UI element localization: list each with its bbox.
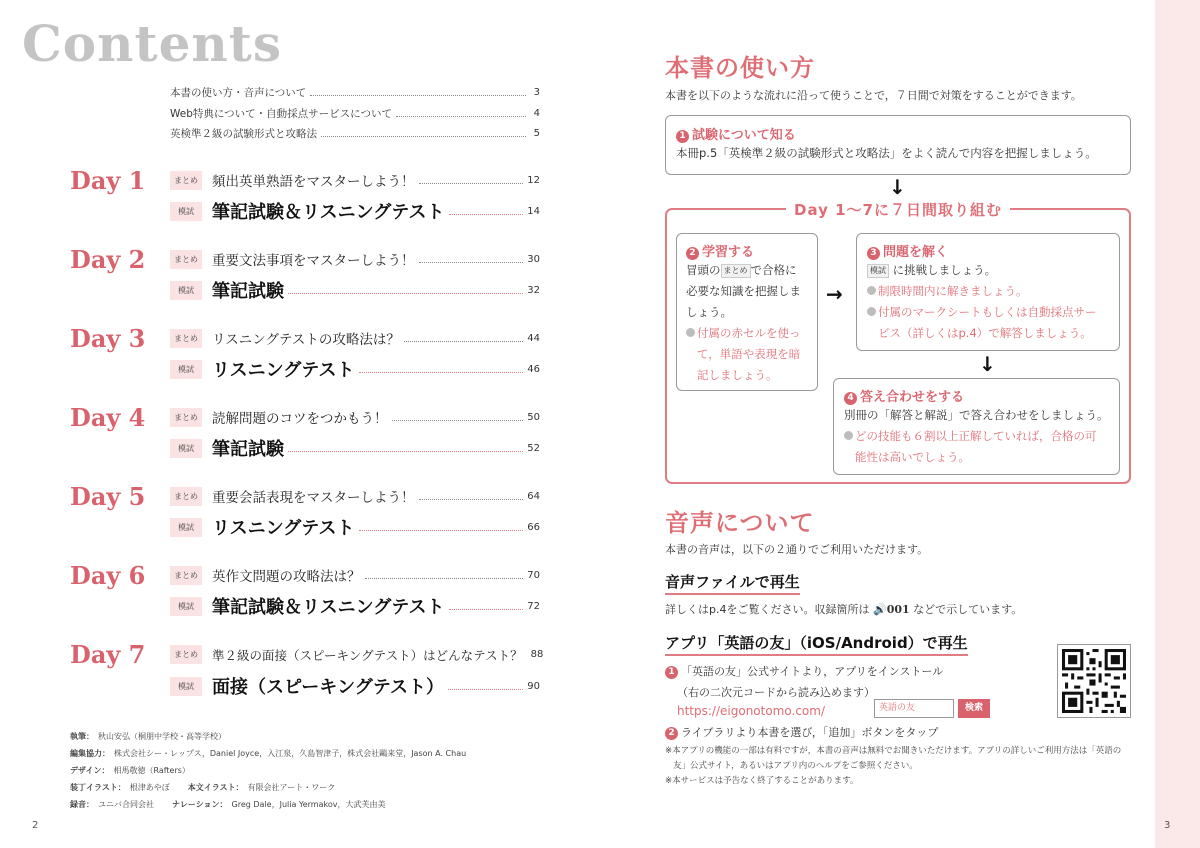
leader-dots: [419, 262, 524, 263]
leader-dots: [449, 609, 524, 610]
toc-intro-item[interactable]: [170, 106, 540, 121]
mock-tag: 模試: [170, 202, 202, 221]
step-4-title: 答え合わせをする: [860, 390, 965, 405]
toc-summary-entry[interactable]: [170, 407, 540, 427]
summary-tag: まとめ: [170, 329, 202, 348]
credit-design: デザイン： 相馬敬徳（Rafters）: [70, 766, 190, 775]
qr-code-graphic: [1062, 649, 1126, 713]
step-1-title: 試験について知る: [692, 128, 796, 143]
toc-intro-item[interactable]: [170, 126, 540, 141]
contents-title: Contents: [22, 14, 283, 73]
day-2-label: Day 2: [70, 245, 146, 274]
bullet-icon: [844, 431, 853, 440]
day-3-label: Day 3: [70, 324, 146, 353]
toc-page-number: 46: [527, 363, 540, 375]
howto-intro: 本書を以下のような流れに沿って使うことで，７日間で対策をすることができます。: [665, 89, 1082, 102]
toc-page-number: 70: [527, 569, 540, 581]
toc-page-number: 3: [533, 87, 540, 98]
leader-dots: [419, 183, 524, 184]
toc-summary-entry[interactable]: [170, 565, 540, 585]
toc-page-number: 14: [527, 205, 540, 217]
toc-entry-title: 重要文法事項をマスターしよう！: [212, 253, 415, 269]
step-2-box: 2 学習する 冒頭の まとめ で合格に 必要な知識を把握しま しょう。 付属の赤セルを使っ て，単語や表現を暗 記しましょう。: [676, 233, 818, 391]
toc-summary-entry[interactable]: [170, 170, 540, 190]
mock-tag: 模試: [170, 360, 202, 379]
toc-mock-entry[interactable]: [170, 435, 540, 461]
toc-page-number: 4: [533, 108, 540, 119]
toc-page-number: 5: [533, 128, 540, 139]
toc-page-number: 50: [527, 411, 540, 423]
toc-page-number: 52: [527, 442, 540, 454]
summary-tag: まとめ: [170, 487, 202, 506]
toc-mock-entry[interactable]: [170, 593, 540, 619]
summary-tag: まとめ: [170, 171, 202, 190]
toc-summary-entry[interactable]: [170, 328, 540, 348]
toc-entry-title: 読解問題のコツをつかもう！: [212, 411, 388, 427]
bullet-icon: [867, 286, 876, 295]
day-6-label: Day 6: [70, 561, 146, 590]
audio-intro: 本書の音声は，以下の２通りでご利用いただけます。: [665, 543, 929, 556]
step-1-box: [665, 115, 1131, 175]
toc-summary-entry[interactable]: [170, 249, 540, 269]
app-notes: ※本アプリの機能の一部は有料ですが，本書の音声は無料でお聞きいただけます。アプリの詳しいご利用方法は「英語の 友」公式サイト，あるいはアプリ内のヘルプをご参照ください。 ※本サービスは予告なく終了することがあります。: [665, 746, 1122, 786]
seven-day-frame-title: Day 1〜7に７日間取り組む: [786, 199, 1010, 220]
day-1-label: Day 1: [70, 166, 146, 195]
bullet-icon: [867, 307, 876, 316]
toc-entry-title: リスニングテスト: [212, 360, 355, 381]
step-3-box: 3 問題を解く 模試 に挑戦しましょう。 制限時間内に解きましょう。 付属のマークシートもしくは自動採点サー ビス（詳しくはp.4）で解答しましょう。: [856, 233, 1120, 351]
speaker-icon: 🔊: [872, 603, 887, 616]
toc-mock-entry[interactable]: [170, 198, 540, 224]
leader-dots: [419, 499, 524, 500]
toc-intro-title: 英検準２級の試験形式と攻略法: [170, 128, 317, 140]
howto-heading: 本書の使い方: [665, 54, 815, 82]
toc-entry-title: 英作文問題の攻略法は？: [212, 569, 361, 585]
toc-entry-title: 重要会話表現をマスターしよう！: [212, 490, 415, 506]
track-number: 001: [886, 603, 910, 616]
summary-tag: まとめ: [170, 250, 202, 269]
day-4-label: Day 4: [70, 403, 146, 432]
day-7-label: Day 7: [70, 640, 146, 669]
audio-heading: 音声について: [665, 509, 815, 537]
summary-tag: まとめ: [170, 566, 202, 585]
toc-intro-title: 本書の使い方・音声について: [170, 87, 307, 99]
credits: [70, 728, 466, 813]
toc-entry-title: 筆記試験＆リスニングテスト: [212, 202, 445, 223]
toc-entry-title: 面接（スピーキングテスト）: [212, 677, 445, 698]
toc-page-number: 44: [527, 332, 540, 344]
down-arrow-icon: ↓: [889, 175, 906, 199]
qr-code[interactable]: [1057, 644, 1131, 718]
credit-recording: 録音： ユニバ合同会社 ナレーション： Greg Dale，Julia Yermakov，大武芙由美: [70, 800, 386, 809]
leader-dots: [449, 214, 524, 215]
app-step-1-sub: （右の二次元コードから読み込めます）: [677, 686, 875, 699]
toc-entry-title: 筆記試験: [212, 439, 284, 460]
leader-dots: [359, 372, 524, 373]
down-arrow-icon: ↓: [979, 352, 996, 376]
right-arrow-icon: →: [826, 282, 843, 306]
toc-summary-entry[interactable]: [170, 645, 544, 664]
day-5-label: Day 5: [70, 482, 146, 511]
toc-summary-entry[interactable]: [170, 486, 540, 506]
toc-intro-title: Web特典について・自動採点サービスについて: [170, 108, 392, 120]
step-number-badge: 2: [686, 247, 699, 260]
toc-mock-entry[interactable]: [170, 277, 540, 303]
toc-page-number: 88: [530, 649, 544, 660]
toc-entry-title: 筆記試験: [212, 281, 284, 302]
audio-file-text: 詳しくはp.4をご覧ください。収録箇所は 🔊001 などで示しています。: [665, 603, 1023, 616]
leader-dots: [396, 116, 526, 117]
step-number-badge: 3: [867, 247, 880, 260]
toc-mock-entry[interactable]: [170, 514, 540, 540]
leader-dots: [359, 530, 524, 531]
step-1-body: 本冊p.5「英検準２級の試験形式と攻略法」をよく読んで内容を把握しましょう。: [676, 146, 1097, 160]
mock-tag: 模試: [170, 439, 202, 458]
toc-intro-item[interactable]: [170, 85, 540, 100]
app-heading: アプリ「英語の友」（iOS/Android）で再生: [665, 632, 968, 656]
summary-tag-inline: まとめ: [721, 264, 751, 278]
app-step-2: 2 ライブラリより本書を選び，「追加」ボタンをタップ: [665, 724, 938, 740]
mock-tag-inline: 模試: [867, 264, 889, 278]
toc-entry-title: 準２級の面接（スピーキングテスト）はどんなテスト？: [212, 647, 523, 663]
step-2-title: 学習する: [702, 245, 755, 260]
mock-tag: 模試: [170, 597, 202, 616]
credit-illustration: 装丁イラスト： 根津あやぼ 本文イラスト： 有限会社アート・ワーク: [70, 783, 336, 792]
leader-dots: [392, 420, 524, 421]
toc-mock-entry[interactable]: [170, 673, 540, 699]
toc-page-number: 12: [527, 174, 540, 186]
mock-tag: 模試: [170, 281, 202, 300]
toc-entry-title: リスニングテストの攻略法は？: [212, 332, 400, 348]
leader-dots: [404, 341, 523, 342]
toc-page-number: 72: [527, 600, 540, 612]
mock-tag: 模試: [170, 677, 202, 696]
toc-page-number: 66: [527, 521, 540, 533]
toc-entry-title: 頻出英単熟語をマスターしよう！: [212, 174, 415, 190]
leader-dots: [365, 578, 524, 579]
page-number-right: 3: [1164, 820, 1171, 831]
summary-tag: まとめ: [170, 408, 202, 427]
page-edge-strip: [1155, 0, 1200, 848]
credit-author: 執筆： 秋山安弘（桐朋中学校・高等学校）: [70, 732, 226, 741]
mock-tag: 模試: [170, 518, 202, 537]
search-button[interactable]: 検索: [958, 699, 990, 718]
step-4-box: 4 答え合わせをする 別冊の「解答と解説」で答え合わせをしましょう。 どの技能も６割以上正解していれば，合格の可 能性は高いでしょう。: [833, 378, 1120, 475]
app-step-1: 1 「英語の友」公式サイトより，アプリをインストール: [665, 663, 943, 679]
leader-dots: [321, 136, 526, 137]
toc-entry-title: リスニングテスト: [212, 518, 355, 539]
leader-dots: [448, 689, 523, 690]
toc-page-number: 30: [527, 253, 540, 265]
page-number-left: 2: [32, 820, 39, 831]
step-number-badge: 1: [665, 666, 678, 679]
step-number-badge: 2: [665, 727, 678, 740]
credit-editing: 編集協力： 株式会社シー・レップス，Daniel Joyce，入江泉，久島智津子，株式会社鷗来堂，Jason A. Chau: [70, 749, 467, 758]
summary-tag: まとめ: [170, 645, 202, 664]
leader-dots: [288, 293, 523, 294]
leader-dots: [288, 451, 523, 452]
step-3-title: 問題を解く: [883, 245, 949, 260]
search-input[interactable]: 英語の友: [874, 699, 954, 718]
toc-entry-title: 筆記試験＆リスニングテスト: [212, 597, 445, 618]
toc-mock-entry[interactable]: [170, 356, 540, 382]
step-number-badge: 1: [676, 130, 689, 143]
bullet-icon: [686, 328, 695, 337]
step-number-badge: 4: [844, 392, 857, 405]
app-url-link[interactable]: https://eigonotomo.com/: [677, 704, 825, 718]
toc-page-number: 90: [527, 680, 540, 692]
toc-page-number: 32: [527, 284, 540, 296]
audio-file-heading: 音声ファイルで再生: [665, 571, 800, 595]
leader-dots: [310, 95, 526, 96]
toc-page-number: 64: [527, 490, 540, 502]
